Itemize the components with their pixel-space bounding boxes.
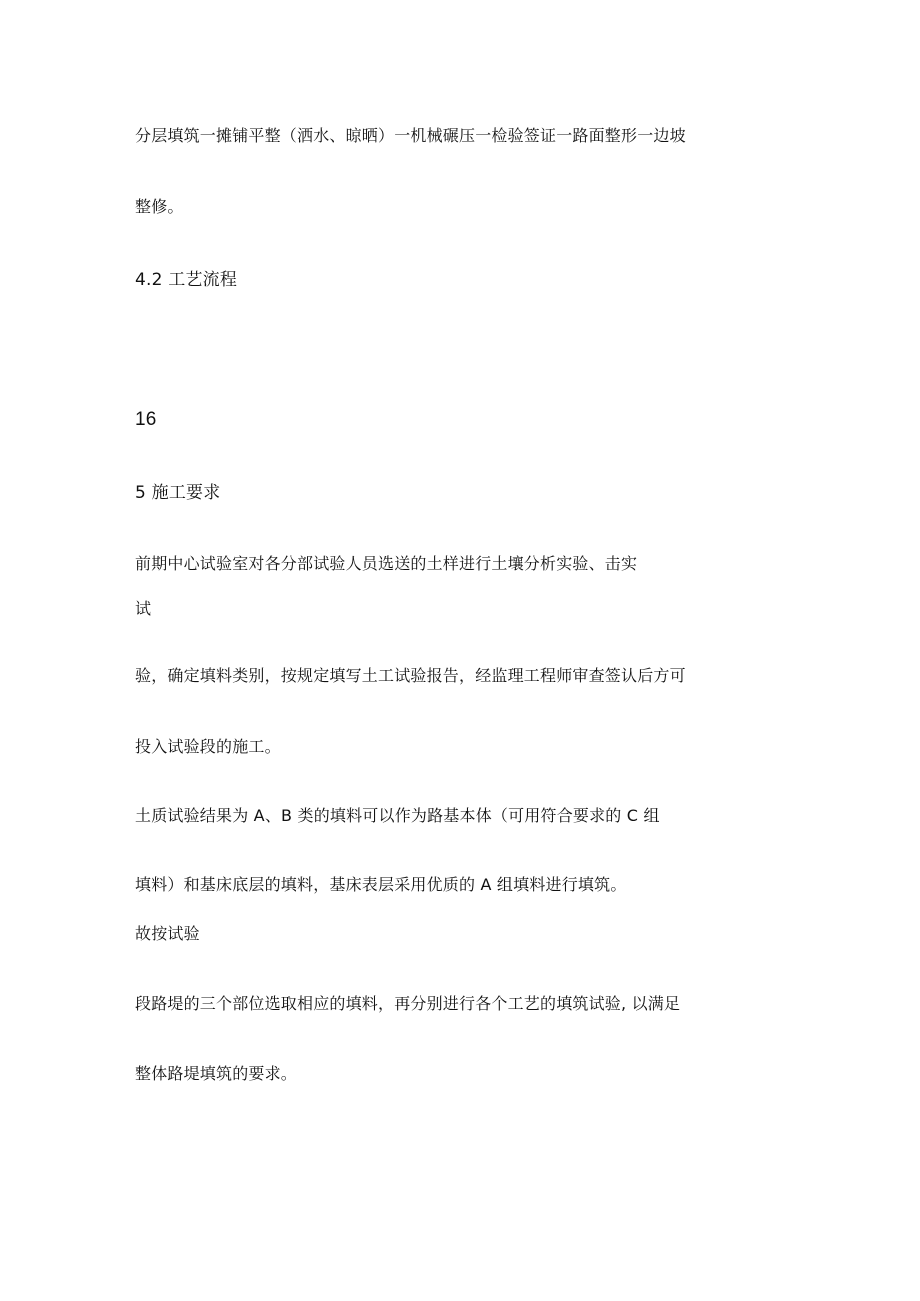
paragraph-line-1: 分层填筑一摊铺平整（洒水、晾晒）一机械碾压一检验签证一路面整形一边坡 <box>135 126 686 145</box>
paragraph-line-11: 整体路堤填筑的要求。 <box>135 1064 298 1083</box>
paragraph-line-5: 验，确定填料类别，按规定填写土工试验报告，经监理工程师审查签认后方可 <box>135 666 686 685</box>
paragraph-line-6: 投入试验段的施工。 <box>135 737 281 756</box>
paragraph-line-2: 整修。 <box>135 197 184 216</box>
paragraph-line-10: 段路堤的三个部位选取相应的填料，再分别进行各个工艺的填筑试验, 以满足 <box>135 994 681 1013</box>
paragraph-line-7: 土质试验结果为 A、B 类的填料可以作为路基本体（可用符合要求的 C 组 <box>135 806 660 825</box>
section-heading-5: 5 施工要求 <box>135 483 221 503</box>
paragraph-line-3: 前期中心试验室对各分部试验人员选送的土样进行土壤分析实验、击实 <box>135 554 638 573</box>
section-heading-4-2: 4.2 工艺流程 <box>135 270 238 290</box>
paragraph-line-4: 试 <box>135 599 152 618</box>
paragraph-line-8: 填料）和基床底层的填料，基床表层采用优质的 A 组填料进行填筑。 <box>135 875 627 894</box>
page-number: 16 <box>135 409 157 430</box>
paragraph-line-9: 故按试验 <box>135 924 200 943</box>
